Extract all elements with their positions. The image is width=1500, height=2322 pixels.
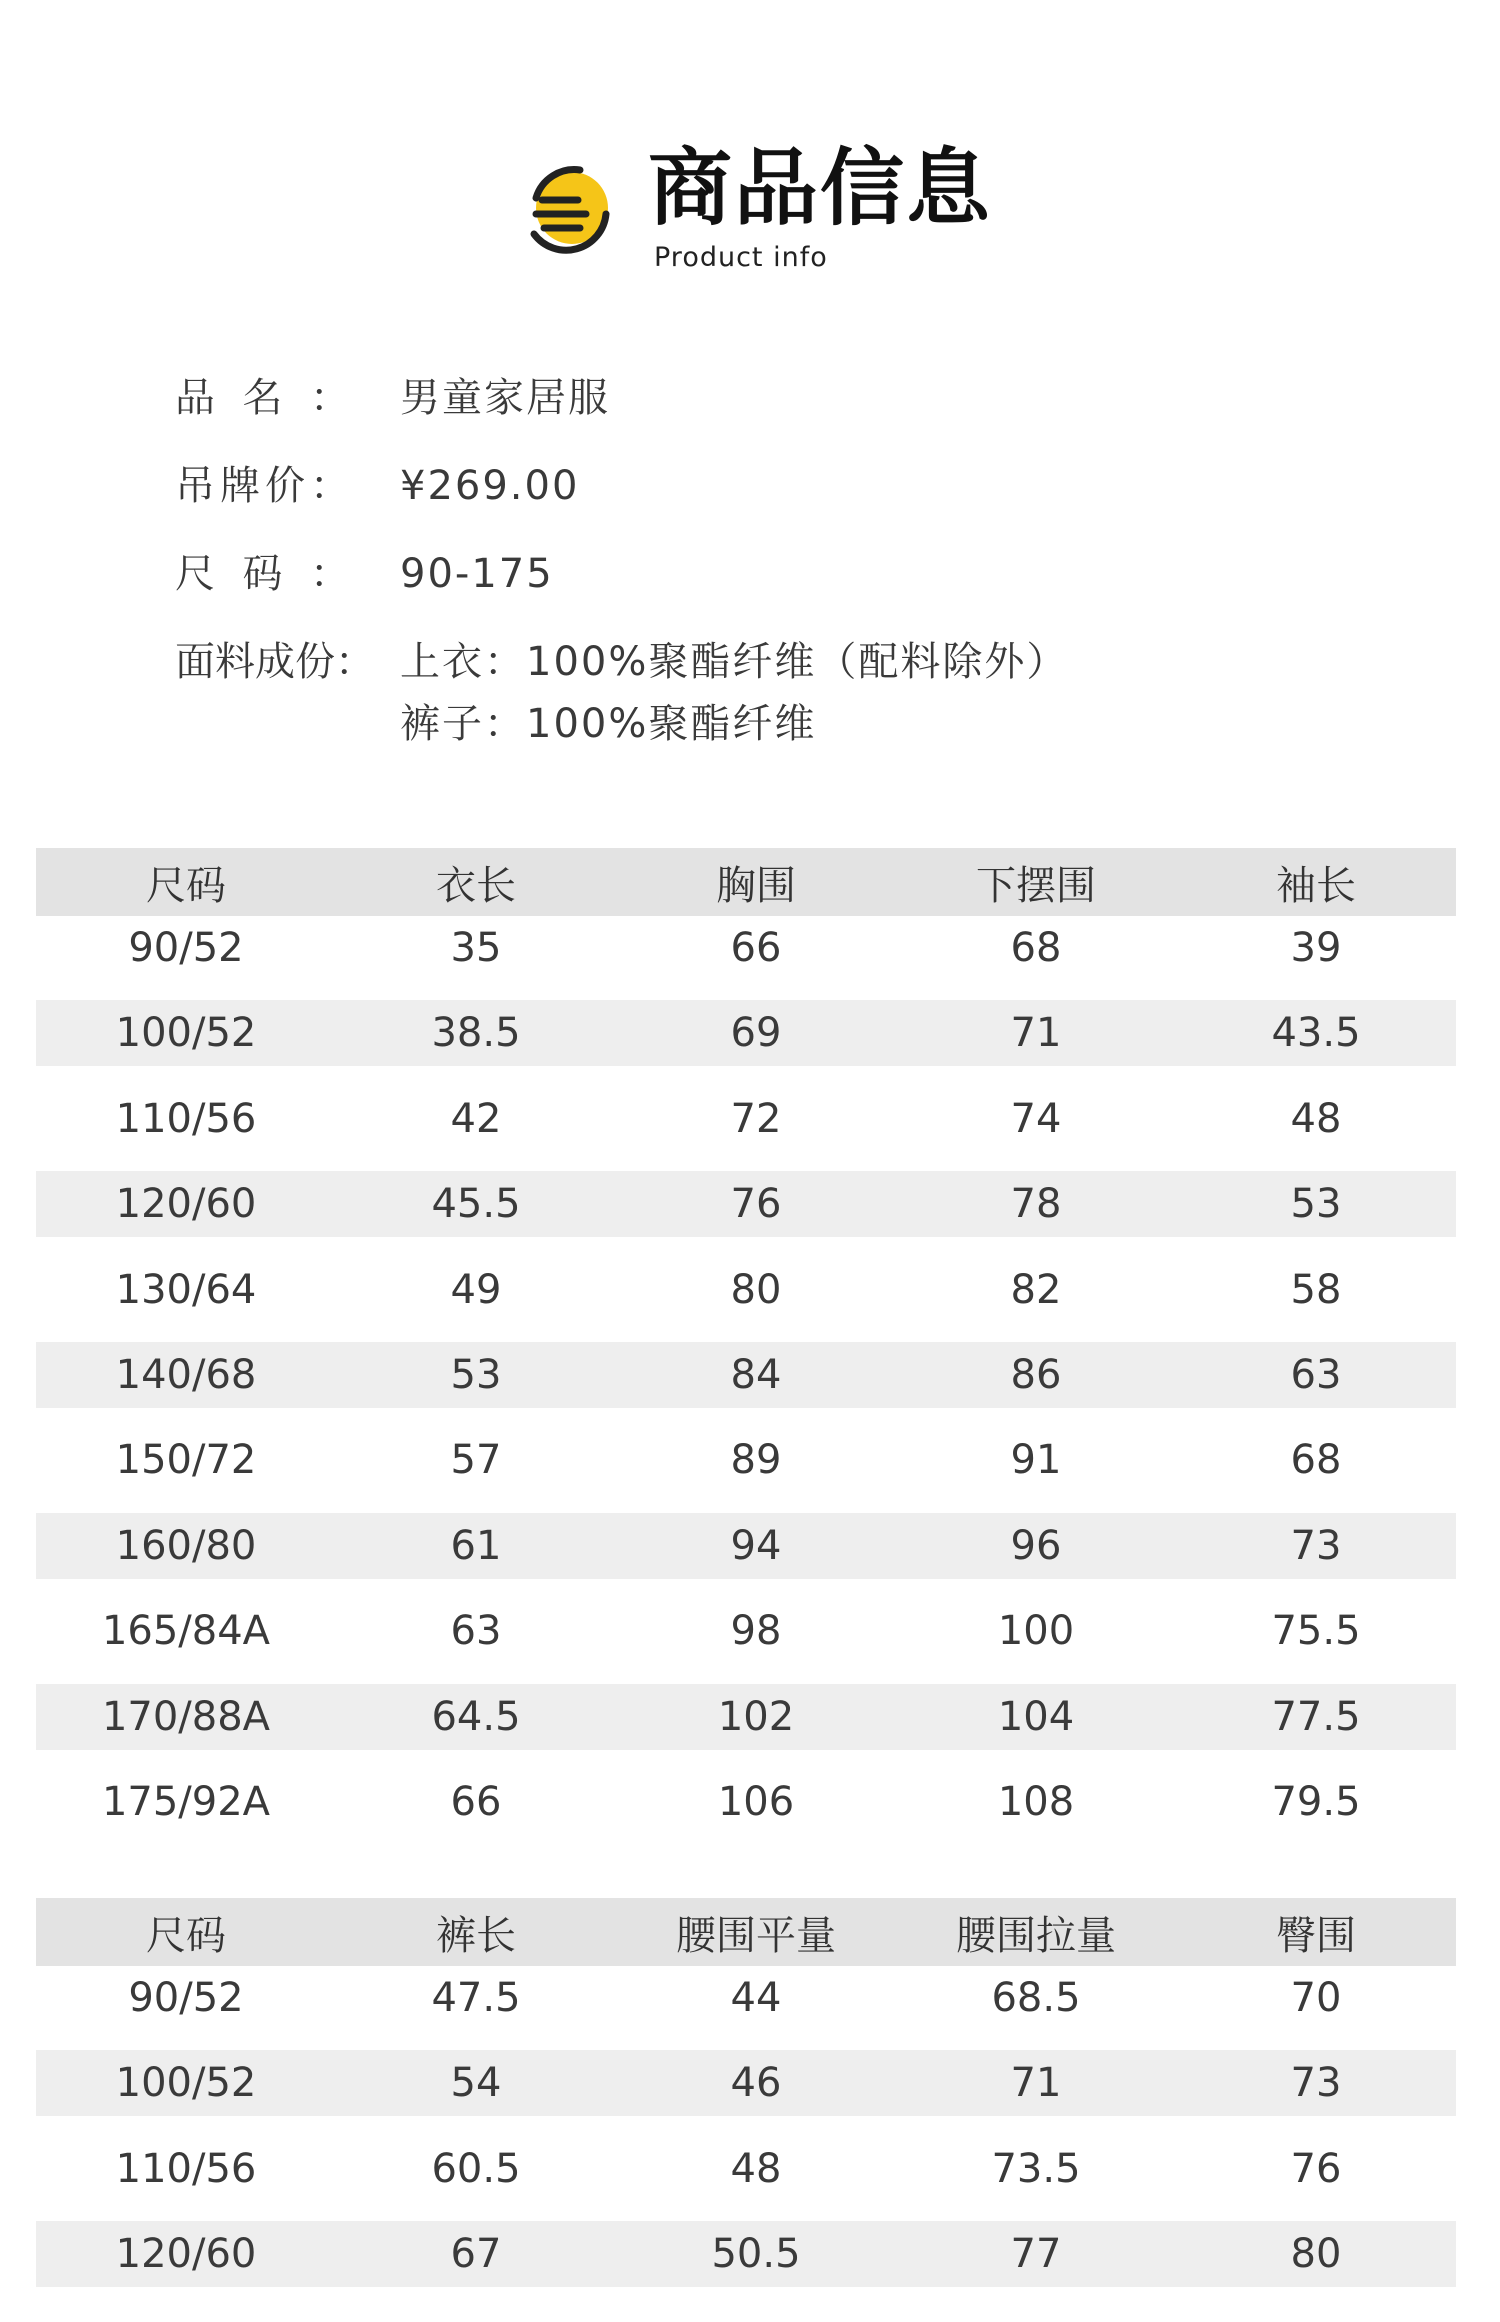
table-cell: 46 [730,2060,782,2107]
table-cell: 63 [450,1608,502,1655]
table-cell: 68 [1290,1437,1342,1484]
table-cell: 74 [1010,1095,1062,1142]
table-row [36,2050,1456,2116]
table-cell: 68.5 [991,1975,1081,2021]
table-cell: 67 [450,2231,502,2278]
info-label: 品名： [175,375,350,421]
table-cell: 104 [997,1693,1075,1740]
table-cell: 102 [717,1693,795,1740]
info-value: 上衣：100%聚酯纤维（配料除外） [400,639,1069,685]
table-cell: 100/52 [115,1010,257,1057]
table-cell: 69 [730,1010,782,1057]
table-cell: 76 [1290,2145,1342,2192]
table-cell: 42 [450,1095,502,1142]
info-value: 裤子：100%聚酯纤维 [400,701,817,747]
column-header: 衣长 [436,862,516,909]
page-title: 商品信息 [648,139,993,237]
page-header [0,140,1500,290]
column-header: 尺码 [146,862,226,909]
table-row [36,1342,1456,1408]
table-cell: 96 [1010,1522,1062,1569]
page-subtitle: Product info [654,242,828,273]
column-header: 胸围 [716,862,796,909]
table-cell: 80 [730,1266,782,1313]
document-lines-icon [520,162,620,262]
column-header: 裤长 [436,1912,516,1959]
table-cell: 48 [1290,1095,1342,1142]
table-cell: 84 [730,1352,782,1398]
table-cell: 44 [730,1975,782,2021]
table-cell: 165/84A [101,1608,271,1655]
table-cell: 90/52 [128,925,244,971]
table-cell: 91 [1010,1437,1062,1484]
table-cell: 39 [1290,925,1342,971]
table-cell: 58 [1290,1266,1342,1313]
column-header: 尺码 [146,1912,226,1959]
table-cell: 63 [1290,1352,1342,1398]
info-value: ¥269.00 [400,463,580,509]
table-cell: 78 [1010,1181,1062,1228]
table-cell: 47.5 [431,1975,521,2021]
table-cell: 70 [1290,1975,1342,2021]
table-cell: 38.5 [431,1010,521,1057]
table-row [36,1427,1456,1493]
table-cell: 66 [450,1779,502,1825]
table-cell: 75.5 [1271,1608,1361,1655]
table-cell: 50.5 [711,2231,801,2278]
column-header: 腰围平量 [676,1912,836,1959]
table-cell: 43.5 [1271,1010,1361,1057]
table-cell: 140/68 [115,1352,257,1398]
table-cell: 35 [450,925,502,971]
table-row [36,1598,1456,1664]
table-cell: 53 [1290,1181,1342,1228]
table-row [36,1769,1456,1835]
column-header: 臀围 [1276,1912,1356,1959]
table-header [36,848,1456,916]
table-cell: 106 [717,1779,795,1825]
table-cell: 175/92A [101,1779,271,1825]
table-cell: 110/56 [115,2145,257,2192]
table-cell: 100 [997,1608,1075,1655]
table-cell: 77.5 [1271,1693,1361,1740]
table-cell: 68 [1010,925,1062,971]
table-cell: 77 [1010,2231,1062,2278]
table-cell: 76 [730,1181,782,1228]
table-cell: 100/52 [115,2060,257,2107]
table-cell: 49 [450,1266,502,1313]
table-row [36,915,1456,981]
table-row [36,1257,1456,1323]
table-cell: 80 [1290,2231,1342,2278]
table-row [36,1965,1456,2031]
table-cell: 57 [450,1437,502,1484]
table-row [36,1000,1456,1066]
table-header [36,1898,1456,1966]
table-cell: 53 [450,1352,502,1398]
table-cell: 54 [450,2060,502,2107]
table-cell: 72 [730,1095,782,1142]
table-cell: 170/88A [101,1693,271,1740]
table-row [36,1684,1456,1750]
info-value: 男童家居服 [400,375,610,421]
table-cell: 94 [730,1522,782,1569]
table-cell: 120/60 [115,2231,257,2278]
table-row [36,1086,1456,1152]
table-cell: 82 [1010,1266,1062,1313]
table-cell: 73 [1290,1522,1342,1569]
table-cell: 150/72 [115,1437,257,1484]
table-cell: 86 [1010,1352,1062,1398]
table-cell: 61 [450,1522,502,1569]
column-header: 下摆围 [976,862,1096,909]
table-row [36,1171,1456,1237]
column-header: 腰围拉量 [956,1912,1116,1959]
table-cell: 45.5 [431,1181,521,1228]
table-cell: 64.5 [431,1693,521,1740]
table-cell: 120/60 [115,1181,257,1228]
table-cell: 98 [730,1608,782,1655]
table-cell: 160/80 [115,1522,257,1569]
info-label: 面料成份： [175,639,375,685]
info-label: 尺码： [175,551,350,597]
table-row [36,2221,1456,2287]
table-cell: 90/52 [128,1975,244,2021]
table-cell: 79.5 [1271,1779,1361,1825]
table-cell: 48 [730,2145,782,2192]
info-label: 吊牌价： [175,463,350,509]
info-value: 90-175 [400,551,554,597]
table-cell: 89 [730,1437,782,1484]
table-cell: 71 [1010,1010,1062,1057]
table-cell: 71 [1010,2060,1062,2107]
table-cell: 110/56 [115,1095,257,1142]
table-cell: 73.5 [991,2145,1081,2192]
table-cell: 108 [997,1779,1075,1825]
table-row [36,1513,1456,1579]
table-cell: 73 [1290,2060,1342,2107]
table-cell: 130/64 [115,1266,257,1313]
table-row [36,2136,1456,2202]
column-header: 袖长 [1276,862,1356,909]
table-cell: 60.5 [431,2145,521,2192]
table-cell: 66 [730,925,782,971]
